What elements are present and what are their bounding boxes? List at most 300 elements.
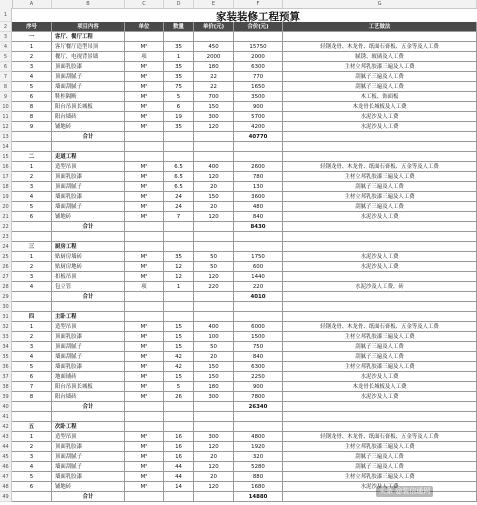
row-number[interactable]: 46 (0, 462, 12, 472)
cell-d[interactable]: 6 (164, 102, 194, 112)
row-number[interactable]: 49 (0, 492, 12, 502)
cell-a[interactable] (12, 132, 52, 142)
cell-c[interactable]: M² (125, 352, 164, 362)
cell-b[interactable]: 顶面乳胶漆 (52, 332, 125, 342)
cell-e[interactable] (194, 292, 234, 302)
cell-a[interactable]: 1 (12, 42, 52, 52)
cell-b[interactable]: 鞋柜隔断 (52, 92, 125, 102)
cell-e[interactable]: 150 (194, 362, 234, 372)
cell-b[interactable]: 墙面刮腻子 (52, 462, 125, 472)
cell-e[interactable]: 700 (194, 92, 234, 102)
cell-d[interactable]: 15 (164, 332, 194, 342)
cell-e[interactable]: 400 (194, 322, 234, 332)
cell-e[interactable]: 50 (194, 342, 234, 352)
cell-c[interactable]: M² (125, 112, 164, 122)
cell-e[interactable] (194, 412, 234, 422)
cell-a[interactable]: 一 (12, 32, 52, 42)
cell-g[interactable]: 主材立邦乳胶漆三遍及人工费 (283, 362, 477, 372)
row-number[interactable]: 36 (0, 362, 12, 372)
cell-b[interactable]: 墙面乳胶漆 (52, 362, 125, 372)
sheet-title[interactable]: 家装装修工程预算 (216, 11, 300, 23)
cell-d[interactable]: 42 (164, 352, 194, 362)
cell-a[interactable] (12, 412, 52, 422)
row-number[interactable]: 26 (0, 262, 12, 272)
cell-a[interactable]: 三 (12, 242, 52, 252)
cell-d[interactable] (164, 222, 194, 232)
cell-e[interactable]: 220 (194, 282, 234, 292)
column-header-b[interactable]: B (52, 0, 125, 8)
cell-d[interactable] (164, 292, 194, 302)
cell-b[interactable]: 墙面刮腻子 (52, 352, 125, 362)
row-number[interactable]: 41 (0, 412, 12, 422)
cell-f[interactable]: 2600 (234, 162, 283, 172)
cell-f[interactable]: 1680 (234, 482, 283, 492)
cell-f[interactable]: 6300 (234, 362, 283, 372)
column-header-a[interactable]: A (12, 0, 52, 8)
cell-a[interactable]: 8 (12, 102, 52, 112)
cell-g[interactable]: 水泥沙及人工费 (283, 482, 477, 492)
cell-g[interactable]: 主材立邦乳胶漆三遍及人工费 (283, 472, 477, 482)
cell-f[interactable] (234, 152, 283, 162)
cell-f[interactable]: 1920 (234, 442, 283, 452)
row-number[interactable]: 30 (0, 302, 12, 312)
cell-f[interactable] (234, 142, 283, 152)
cell-e[interactable]: 180 (194, 62, 234, 72)
cell-b[interactable]: 地面铺砖 (52, 372, 125, 382)
cell-b[interactable]: 扣板吊顶 (52, 272, 125, 282)
cell-a[interactable]: 3 (12, 452, 52, 462)
row-number[interactable]: 13 (0, 132, 12, 142)
cell-b[interactable]: 客厅、餐厅工程 (52, 32, 125, 42)
cell-d[interactable]: 16 (164, 432, 194, 442)
row-number[interactable]: 32 (0, 322, 12, 332)
row-number[interactable]: 29 (0, 292, 12, 302)
cell-f[interactable]: 1650 (234, 82, 283, 92)
cell-e[interactable]: 2000 (194, 52, 234, 62)
cell-d[interactable] (164, 132, 194, 142)
cell-g[interactable]: 木工板、饰面板 (283, 92, 477, 102)
row-number[interactable]: 21 (0, 212, 12, 222)
cell-b[interactable]: 主卧工程 (52, 312, 125, 322)
row-number[interactable]: 2 (0, 22, 12, 32)
cell-c[interactable]: M² (125, 172, 164, 182)
cell-c[interactable] (125, 302, 164, 312)
cell-a[interactable]: 5 (12, 472, 52, 482)
cell-g[interactable]: 水泥沙及人工费 (283, 392, 477, 402)
cell-a[interactable]: 8 (12, 112, 52, 122)
cell-g[interactable]: 刮腻子三遍及人工费 (283, 452, 477, 462)
row-number[interactable]: 19 (0, 192, 12, 202)
cell-f[interactable] (234, 32, 283, 42)
cell-b[interactable]: 合计 (52, 292, 125, 302)
cell-e[interactable]: 50 (194, 262, 234, 272)
cell-f[interactable] (234, 412, 283, 422)
cell-g[interactable]: 轻钢龙骨、木龙骨、纸面石膏板、五金等及人工费 (283, 42, 477, 52)
cell-g[interactable]: 刮腻子三遍及人工费 (283, 72, 477, 82)
row-number[interactable]: 45 (0, 452, 12, 462)
row-number[interactable]: 35 (0, 352, 12, 362)
cell-a[interactable] (12, 232, 52, 242)
cell-f[interactable] (234, 242, 283, 252)
cell-g[interactable] (283, 422, 477, 432)
cell-e[interactable]: 20 (194, 452, 234, 462)
cell-c[interactable]: M² (125, 182, 164, 192)
cell-e[interactable]: 120 (194, 482, 234, 492)
cell-c[interactable]: M² (125, 92, 164, 102)
cell-d[interactable] (164, 422, 194, 432)
cell-e[interactable] (194, 422, 234, 432)
cell-b[interactable]: 阳台墙砖 (52, 392, 125, 402)
cell-a[interactable]: 二 (12, 152, 52, 162)
cell-a[interactable]: 4 (12, 462, 52, 472)
cell-g[interactable] (283, 312, 477, 322)
cell-g[interactable]: 刮腻子三遍及人工费 (283, 82, 477, 92)
header-cell[interactable]: 合价(元) (234, 22, 283, 32)
row-number[interactable]: 7 (0, 72, 12, 82)
cell-f[interactable]: 900 (234, 102, 283, 112)
cell-b[interactable]: 顶面乳胶漆 (52, 442, 125, 452)
cell-g[interactable]: 刮腻子三遍及人工费 (283, 462, 477, 472)
cell-a[interactable] (12, 492, 52, 502)
cell-g[interactable]: 水泥沙及人工费 (283, 212, 477, 222)
cell-f[interactable]: 1500 (234, 332, 283, 342)
cell-e[interactable] (194, 242, 234, 252)
cell-d[interactable]: 15 (164, 372, 194, 382)
cell-b[interactable]: 贴厨房墙砖 (52, 252, 125, 262)
cell-e[interactable]: 150 (194, 372, 234, 382)
cell-d[interactable]: 19 (164, 112, 194, 122)
cell-g[interactable]: 刮腻子三遍及人工费 (283, 352, 477, 362)
cell-g[interactable] (283, 232, 477, 242)
cell-b[interactable]: 顶面刮腻子 (52, 342, 125, 352)
cell-e[interactable]: 300 (194, 112, 234, 122)
cell-a[interactable]: 3 (12, 272, 52, 282)
cell-e[interactable]: 20 (194, 472, 234, 482)
cell-f[interactable]: 840 (234, 212, 283, 222)
cell-f[interactable]: 14880 (234, 492, 283, 502)
cell-d[interactable] (164, 142, 194, 152)
cell-d[interactable]: 16 (164, 452, 194, 462)
cell-c[interactable]: 项 (125, 282, 164, 292)
cell-a[interactable]: 2 (12, 52, 52, 62)
cell-c[interactable]: M² (125, 202, 164, 212)
cell-c[interactable]: M² (125, 322, 164, 332)
cell-d[interactable]: 12 (164, 262, 194, 272)
cell-g[interactable]: 水泥沙及人工费 (283, 112, 477, 122)
row-number[interactable]: 40 (0, 402, 12, 412)
cell-b[interactable]: 走道工程 (52, 152, 125, 162)
row-number[interactable]: 18 (0, 182, 12, 192)
cell-g[interactable]: 木龙骨长城板及人工费 (283, 382, 477, 392)
row-number[interactable]: 34 (0, 342, 12, 352)
cell-a[interactable]: 5 (12, 362, 52, 372)
cell-c[interactable]: M² (125, 372, 164, 382)
cell-d[interactable]: 5 (164, 92, 194, 102)
row-number[interactable]: 17 (0, 172, 12, 182)
cell-a[interactable]: 7 (12, 382, 52, 392)
cell-g[interactable] (283, 402, 477, 412)
cell-b[interactable] (52, 232, 125, 242)
header-cell[interactable]: 序号 (12, 22, 52, 32)
cell-d[interactable]: 24 (164, 202, 194, 212)
row-number[interactable]: 27 (0, 272, 12, 282)
cell-c[interactable]: M² (125, 272, 164, 282)
cell-f[interactable]: 600 (234, 262, 283, 272)
cell-e[interactable]: 120 (194, 272, 234, 282)
cell-a[interactable]: 6 (12, 482, 52, 492)
row-number[interactable]: 20 (0, 202, 12, 212)
cell-b[interactable]: 贴厨房地砖 (52, 262, 125, 272)
cell-f[interactable]: 780 (234, 172, 283, 182)
cell-c[interactable]: M² (125, 252, 164, 262)
cell-f[interactable]: 4200 (234, 122, 283, 132)
cell-g[interactable]: 主材立邦乳胶漆三遍及人工费 (283, 332, 477, 342)
cell-c[interactable]: M² (125, 72, 164, 82)
cell-a[interactable]: 3 (12, 182, 52, 192)
cell-d[interactable]: 75 (164, 82, 194, 92)
row-number[interactable]: 23 (0, 232, 12, 242)
cell-f[interactable]: 900 (234, 382, 283, 392)
cell-c[interactable]: M² (125, 102, 164, 112)
cell-a[interactable]: 5 (12, 202, 52, 212)
cell-e[interactable] (194, 492, 234, 502)
cell-c[interactable]: M² (125, 472, 164, 482)
cell-a[interactable]: 1 (12, 322, 52, 332)
cell-f[interactable]: 480 (234, 202, 283, 212)
row-number[interactable]: 39 (0, 392, 12, 402)
cell-c[interactable] (125, 242, 164, 252)
cell-f[interactable]: 130 (234, 182, 283, 192)
row-number[interactable]: 8 (0, 82, 12, 92)
cell-f[interactable]: 7800 (234, 392, 283, 402)
cell-a[interactable]: 1 (12, 252, 52, 262)
header-cell[interactable]: 数量 (164, 22, 194, 32)
cell-b[interactable]: 顶面刮腻子 (52, 452, 125, 462)
cell-d[interactable] (164, 152, 194, 162)
row-number[interactable]: 5 (0, 52, 12, 62)
cell-c[interactable]: M² (125, 212, 164, 222)
row-number[interactable]: 16 (0, 162, 12, 172)
header-cell[interactable]: 单价(元) (194, 22, 234, 32)
cell-c[interactable] (125, 142, 164, 152)
cell-d[interactable]: 5 (164, 382, 194, 392)
cell-d[interactable] (164, 232, 194, 242)
cell-f[interactable]: 2000 (234, 52, 283, 62)
cell-e[interactable]: 22 (194, 72, 234, 82)
cell-f[interactable]: 2250 (234, 372, 283, 382)
cell-f[interactable]: 3600 (234, 192, 283, 202)
cell-e[interactable] (194, 132, 234, 142)
cell-a[interactable]: 2 (12, 332, 52, 342)
cell-a[interactable] (12, 302, 52, 312)
cell-c[interactable] (125, 32, 164, 42)
cell-f[interactable]: 8430 (234, 222, 283, 232)
cell-g[interactable] (283, 32, 477, 42)
cell-b[interactable]: 合计 (52, 402, 125, 412)
cell-f[interactable]: 15750 (234, 42, 283, 52)
cell-e[interactable] (194, 152, 234, 162)
cell-f[interactable]: 880 (234, 472, 283, 482)
cell-c[interactable]: 项 (125, 52, 164, 62)
cell-f[interactable] (234, 312, 283, 322)
cell-a[interactable]: 五 (12, 422, 52, 432)
cell-e[interactable]: 120 (194, 212, 234, 222)
cell-f[interactable]: 26340 (234, 402, 283, 412)
cell-g[interactable] (283, 152, 477, 162)
row-number[interactable]: 12 (0, 122, 12, 132)
header-cell[interactable]: 单位 (125, 22, 164, 32)
cell-a[interactable]: 1 (12, 432, 52, 442)
cell-b[interactable]: 阳台吊顶长城板 (52, 102, 125, 112)
cell-c[interactable]: M² (125, 262, 164, 272)
cell-d[interactable]: 42 (164, 362, 194, 372)
cell-c[interactable] (125, 292, 164, 302)
cell-e[interactable]: 300 (194, 432, 234, 442)
cell-c[interactable] (125, 422, 164, 432)
cell-e[interactable] (194, 312, 234, 322)
cell-c[interactable] (125, 132, 164, 142)
cell-d[interactable]: 26 (164, 392, 194, 402)
cell-c[interactable]: M² (125, 442, 164, 452)
cell-e[interactable]: 150 (194, 192, 234, 202)
cell-b[interactable]: 顶面刮腻子 (52, 182, 125, 192)
cell-a[interactable]: 3 (12, 342, 52, 352)
cell-f[interactable]: 770 (234, 72, 283, 82)
cell-g[interactable]: 水泥沙及人工费 (283, 372, 477, 382)
cell-c[interactable] (125, 152, 164, 162)
cell-b[interactable]: 墙面乳胶漆 (52, 192, 125, 202)
cell-d[interactable]: 35 (164, 42, 194, 52)
cell-g[interactable]: 轻钢龙骨、木龙骨、纸面石膏板、五金等及人工费 (283, 322, 477, 332)
cell-c[interactable]: M² (125, 122, 164, 132)
cell-f[interactable]: 750 (234, 342, 283, 352)
cell-f[interactable] (234, 422, 283, 432)
cell-c[interactable]: M² (125, 362, 164, 372)
cell-e[interactable]: 400 (194, 162, 234, 172)
cell-b[interactable]: 墙面刮腻子 (52, 82, 125, 92)
cell-b[interactable]: 合计 (52, 492, 125, 502)
cell-a[interactable]: 4 (12, 72, 52, 82)
cell-g[interactable]: 木龙骨长城板及人工费 (283, 102, 477, 112)
row-number[interactable]: 31 (0, 312, 12, 322)
cell-b[interactable] (52, 142, 125, 152)
cell-e[interactable] (194, 302, 234, 312)
cell-d[interactable]: 44 (164, 472, 194, 482)
cell-e[interactable]: 150 (194, 102, 234, 112)
cell-c[interactable]: M² (125, 482, 164, 492)
cell-e[interactable] (194, 232, 234, 242)
column-header-d[interactable]: D (164, 0, 194, 8)
cell-b[interactable]: 造型吊顶 (52, 162, 125, 172)
cell-b[interactable] (52, 302, 125, 312)
cell-g[interactable]: 刮腻子三遍及人工费 (283, 182, 477, 192)
cell-a[interactable] (12, 292, 52, 302)
cell-f[interactable]: 3500 (234, 92, 283, 102)
cell-a[interactable] (12, 142, 52, 152)
cell-d[interactable]: 35 (164, 122, 194, 132)
cell-f[interactable]: 4800 (234, 432, 283, 442)
cell-a[interactable] (12, 222, 52, 232)
column-header-f[interactable]: F (234, 0, 283, 8)
cell-a[interactable]: 4 (12, 192, 52, 202)
cell-g[interactable]: 水泥沙及人工费 (283, 262, 477, 272)
cell-c[interactable]: M² (125, 392, 164, 402)
cell-d[interactable] (164, 412, 194, 422)
cell-f[interactable]: 5700 (234, 112, 283, 122)
cell-b[interactable]: 造型吊顶 (52, 432, 125, 442)
cell-c[interactable]: M² (125, 452, 164, 462)
cell-g[interactable]: 主材立邦乳胶漆三遍及人工费 (283, 62, 477, 72)
cell-g[interactable] (283, 292, 477, 302)
cell-e[interactable]: 100 (194, 332, 234, 342)
row-number[interactable]: 48 (0, 482, 12, 492)
cell-g[interactable]: 主材立邦乳胶漆三遍及人工费 (283, 192, 477, 202)
header-cell[interactable]: 工艺做法 (283, 22, 477, 32)
cell-d[interactable]: 24 (164, 192, 194, 202)
cell-c[interactable]: M² (125, 192, 164, 202)
cell-c[interactable]: M² (125, 42, 164, 52)
cell-b[interactable]: 客厅餐厅造型吊顶 (52, 42, 125, 52)
cell-d[interactable]: 14 (164, 482, 194, 492)
cell-g[interactable]: 轻钢龙骨、木龙骨、纸面石膏板、五金等及人工费 (283, 432, 477, 442)
cell-g[interactable] (283, 222, 477, 232)
cell-a[interactable] (12, 402, 52, 412)
row-number[interactable]: 47 (0, 472, 12, 482)
row-number[interactable]: 33 (0, 332, 12, 342)
cell-f[interactable]: 320 (234, 452, 283, 462)
cell-g[interactable] (283, 412, 477, 422)
cell-g[interactable]: 主材立邦乳胶漆三遍及人工费 (283, 442, 477, 452)
row-number[interactable]: 3 (0, 32, 12, 42)
cell-d[interactable] (164, 312, 194, 322)
cell-b[interactable]: 厨房工程 (52, 242, 125, 252)
row-number[interactable]: 4 (0, 42, 12, 52)
cell-b[interactable]: 顶面乳胶漆 (52, 172, 125, 182)
cell-f[interactable]: 4010 (234, 292, 283, 302)
cell-a[interactable]: 9 (12, 122, 52, 132)
cell-e[interactable]: 20 (194, 202, 234, 212)
cell-b[interactable]: 顶面刮腻子 (52, 72, 125, 82)
cell-f[interactable]: 840 (234, 352, 283, 362)
cell-a[interactable]: 2 (12, 442, 52, 452)
cell-a[interactable]: 6 (12, 212, 52, 222)
cell-g[interactable]: 水泥沙及人工费 (283, 122, 477, 132)
cell-g[interactable]: 腻锈、玻璃及人工费 (283, 52, 477, 62)
column-header-c[interactable]: C (125, 0, 164, 8)
cell-f[interactable]: 6000 (234, 322, 283, 332)
cell-c[interactable] (125, 402, 164, 412)
cell-f[interactable] (234, 232, 283, 242)
cell-e[interactable] (194, 222, 234, 232)
cell-d[interactable]: 16 (164, 442, 194, 452)
cell-a[interactable]: 2 (12, 262, 52, 272)
cell-c[interactable] (125, 492, 164, 502)
cell-e[interactable]: 120 (194, 172, 234, 182)
row-number[interactable]: 10 (0, 102, 12, 112)
column-header-g[interactable]: G (283, 0, 477, 8)
cell-a[interactable]: 6 (12, 372, 52, 382)
column-header-e[interactable]: E (194, 0, 234, 8)
row-number[interactable]: 37 (0, 372, 12, 382)
cell-d[interactable]: 35 (164, 252, 194, 262)
cell-e[interactable]: 120 (194, 462, 234, 472)
cell-f[interactable]: 220 (234, 282, 283, 292)
cell-d[interactable]: 1 (164, 282, 194, 292)
cell-f[interactable]: 5280 (234, 462, 283, 472)
row-number[interactable]: 11 (0, 112, 12, 122)
cell-g[interactable]: 主材立邦乳胶漆三遍及人工费 (283, 172, 477, 182)
cell-a[interactable]: 5 (12, 82, 52, 92)
